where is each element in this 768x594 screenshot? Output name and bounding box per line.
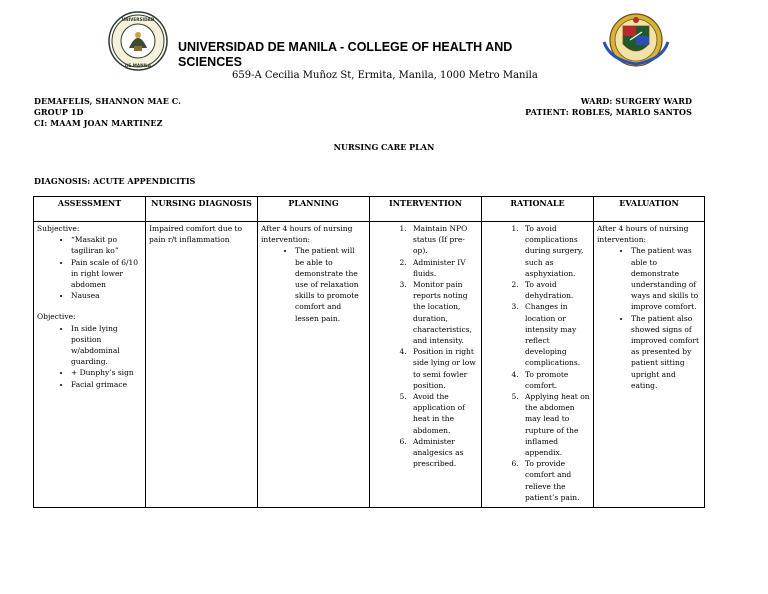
planning-list xyxy=(261,245,366,323)
table-row xyxy=(34,222,705,508)
list-item: 3. Changes in location or intensity may reflect developing complications. xyxy=(521,301,590,368)
page-title: NURSING CARE PLAN xyxy=(333,142,435,152)
list-item: • Nausea xyxy=(71,290,142,301)
objective-label: Objective: xyxy=(37,312,76,322)
list-item: 6. Administer analgesics as prescribed. xyxy=(409,436,478,470)
rationale-list xyxy=(485,223,590,503)
header-planning: PLANNING xyxy=(258,197,370,222)
planning-intro: After 4 hours of nursing intervention: xyxy=(261,224,353,245)
evaluation-list xyxy=(597,245,701,391)
student-group: GROUP 1D xyxy=(34,107,84,117)
header-evaluation: EVALUATION xyxy=(594,197,705,222)
nursing-diagnosis-cell xyxy=(146,222,258,508)
list-item: • Pain scale of 6/10 in right lower abdomen xyxy=(71,257,142,291)
student-info xyxy=(34,96,181,129)
list-item: 1. To avoid complications during surgery, such as asphyxiation. xyxy=(521,223,590,279)
diagnosis-heading: DIAGNOSIS: ACUTE APPENDICITIS xyxy=(34,176,196,186)
seal-lettering: UNIVERSIDAD xyxy=(121,17,155,22)
header-intervention: INTERVENTION xyxy=(370,197,482,222)
list-item: • In side lying position w/abdominal guarding. xyxy=(71,323,142,368)
list-item: • The patient also showed signs of improved comfort as presented by patient sitting upright and eating. xyxy=(631,313,701,391)
list-item: 2. Administer IV fluids. xyxy=(409,257,478,279)
evaluation-intro: After 4 hours of nursing intervention: xyxy=(597,224,689,245)
list-item: 4. Position in right side lying or low to semi fowler position. xyxy=(409,346,478,391)
list-item: • The patient will be able to demonstrate the use of relaxation skills to promote comfort and lessen pain. xyxy=(295,245,366,323)
assessment-cell xyxy=(34,222,146,508)
evaluation-cell xyxy=(594,222,705,508)
nursing-care-plan-table xyxy=(33,196,705,508)
list-item: 6. To provide comfort and relieve the patient’s pain. xyxy=(521,458,590,503)
list-item: 4. To promote comfort. xyxy=(521,369,590,391)
nursing-diagnosis-text: Impaired comfort due to pain r/t inflammation xyxy=(149,224,243,245)
list-item: • Facial grimace xyxy=(71,379,142,390)
intervention-cell xyxy=(370,222,482,508)
list-item: • The patient was able to demonstrate understanding of ways and skills to improve comfort. xyxy=(631,245,701,312)
patient-info xyxy=(525,96,692,118)
ward: WARD: SURGERY WARD xyxy=(580,96,692,106)
university-address: 659-A Cecilia Muñoz St, Ermita, Manila, 1000 Metro Manila xyxy=(232,70,538,81)
rationale-cell xyxy=(482,222,594,508)
header-assessment: ASSESSMENT xyxy=(34,197,146,222)
clinical-instructor: CI: MAAM JOAN MARTINEZ xyxy=(34,118,163,128)
list-item: • + Dunphy’s sign xyxy=(71,367,142,378)
list-item: 5. Applying heat on the abdomen may lead to rupture of the inflamed appendix. xyxy=(521,391,590,458)
list-item: 2. To avoid dehydration. xyxy=(521,279,590,301)
list-item: 3. Monitor pain reports noting the location, duration, characteristics, and intensity. xyxy=(409,279,478,346)
list-item: • “Masakit po tagiliran ko” xyxy=(71,234,142,256)
university-title: UNIVERSIDAD DE MANILA - COLLEGE OF HEALTH AND SCIENCES xyxy=(178,40,513,69)
patient-name: PATIENT: ROBLES, MARLO SANTOS xyxy=(525,107,692,117)
planning-cell xyxy=(258,222,370,508)
student-name: DEMAFELIS, SHANNON MAE C. xyxy=(34,96,181,106)
table-header-row xyxy=(34,197,705,222)
list-item: 5. Avoid the application of heat in the abdomen. xyxy=(409,391,478,436)
header-nursing-diagnosis: NURSING DIAGNOSIS xyxy=(146,197,258,222)
subjective-label: Subjective: xyxy=(37,224,80,233)
intervention-list xyxy=(373,223,478,469)
subjective-list xyxy=(37,234,142,301)
college-crest-logo xyxy=(598,12,674,68)
svg-text:DE MANILA: DE MANILA xyxy=(124,63,152,68)
header-rationale: RATIONALE xyxy=(482,197,594,222)
university-seal-logo xyxy=(108,10,168,72)
list-item: 1. Maintain NPO status (If pre-op). xyxy=(409,223,478,257)
objective-list xyxy=(37,323,142,390)
